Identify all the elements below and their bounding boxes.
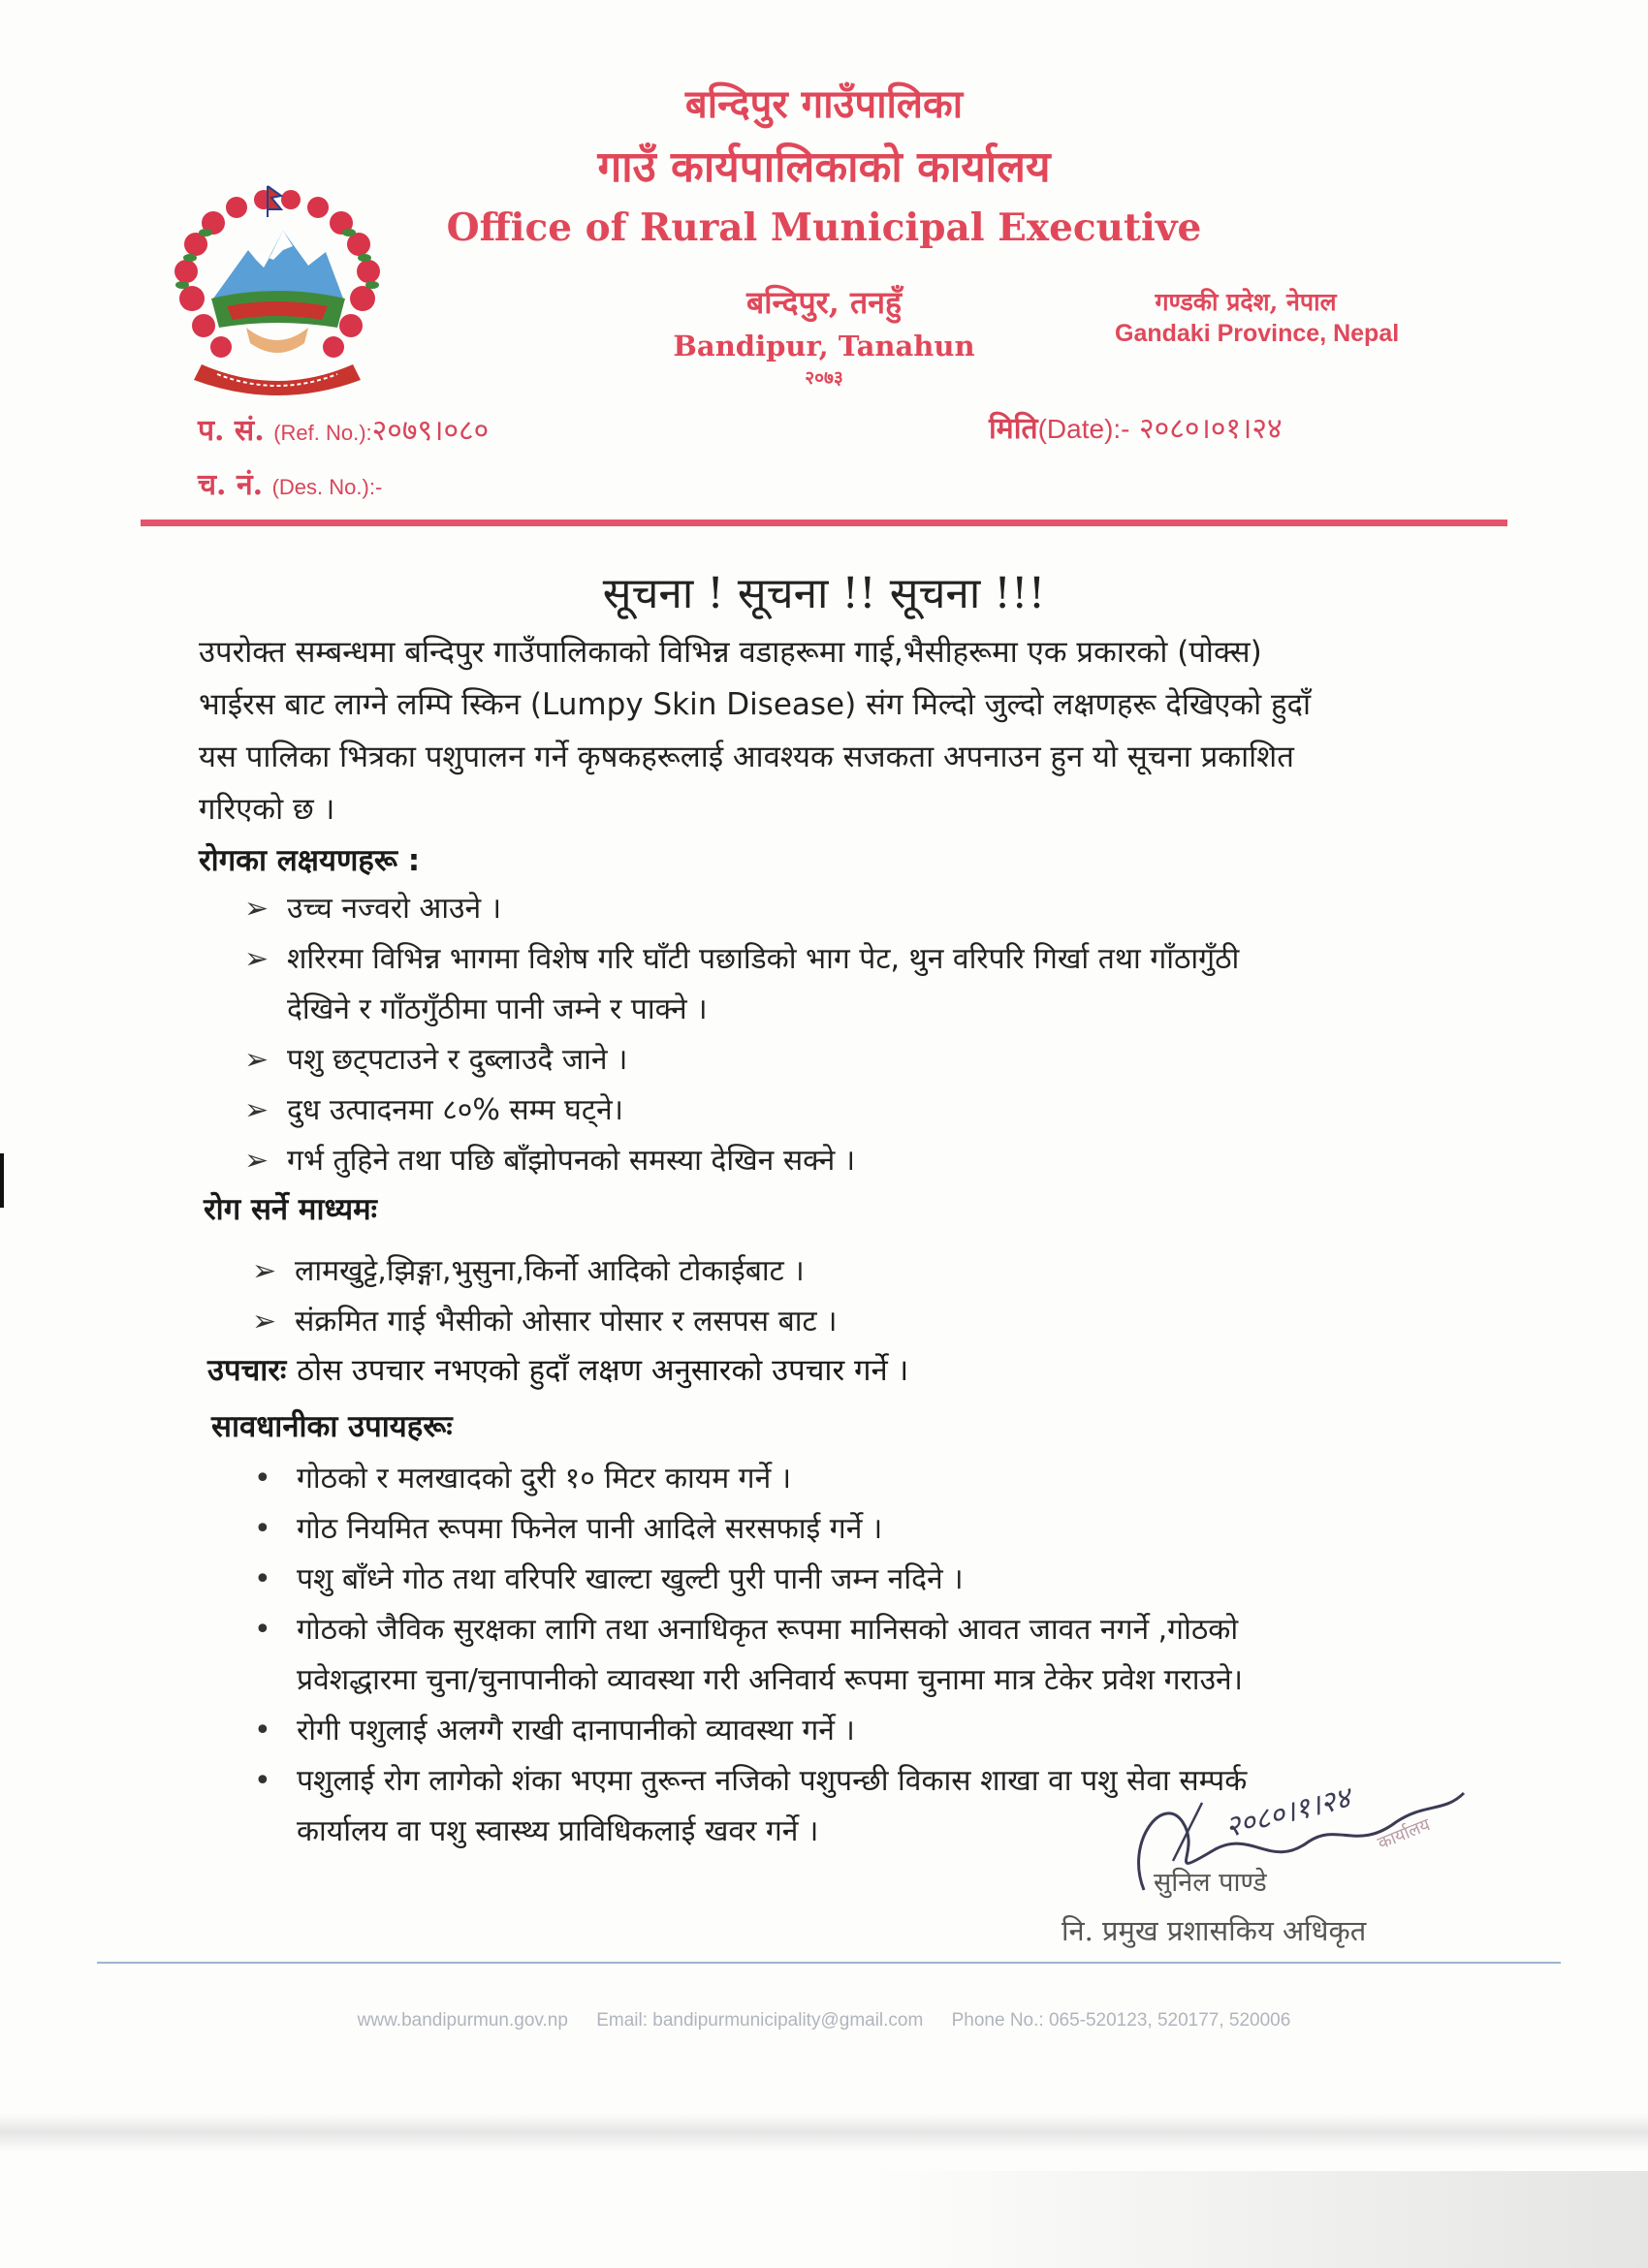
precaution-text: गोठको र मलखादको दुरी १० मिटर कायम गर्ने ।: [297, 1462, 792, 1496]
office-name-nepali: गाउँ कार्यपालिकाको कार्यालय: [597, 142, 1051, 192]
arrow-bullet-icon: ➢: [244, 942, 269, 976]
spread-text: लामखुट्टे,झिङ्गा,भुसुना,किर्नो आदिको टोकाईबाट ।: [295, 1254, 805, 1288]
precaution-text: पशुलाई रोग लागेको शंका भएमा तुरून्त नजिको पशुपन्छी विकास शाखा वा पशु सेवा सम्पर्क: [297, 1764, 1248, 1798]
symptom-text: उच्च नज्वरो आउने ।: [287, 892, 502, 926]
office-name-english: Office of Rural Municipal Executive: [446, 205, 1202, 250]
date-line: [989, 407, 1283, 447]
symptom-item: [244, 934, 1239, 985]
office-stamp: कार्यालय: [1375, 1814, 1434, 1854]
symptom-text: शरिरमा विभिन्न भागमा विशेष गरि घाँटी पछाडिको भाग पेट, थुन वरिपरि गिर्खा तथा गाँठागुँठी: [287, 942, 1240, 976]
ref-label-en: (Ref. No.):: [273, 421, 372, 445]
bullet-dot-icon: •: [254, 1714, 271, 1748]
precaution-item: [254, 1706, 855, 1756]
arrow-bullet-icon: ➢: [244, 1144, 269, 1178]
treatment-label: उपचारः: [207, 1353, 287, 1388]
date-label-en: (Date):-: [1037, 414, 1130, 444]
arrow-bullet-icon: ➢: [244, 1093, 269, 1127]
symptom-item: [244, 1035, 627, 1086]
province-english: Gandaki Province, Nepal: [1115, 320, 1400, 347]
intro-line: यस पालिका भित्रका पशुपालन गर्ने कृषकहरूलाई आवश्यक सजकता अपनाउन हुन यो सूचना प्रकाशित: [199, 740, 1294, 774]
date-value: २०८०।०१।२४: [1139, 412, 1283, 446]
place-nepali: बन्दिपुर, तनहुँ: [746, 284, 902, 321]
intro-paragraph: [199, 626, 1435, 835]
ref-value: २०७९।०८०: [371, 414, 490, 448]
footer-divider: [97, 1962, 1561, 1964]
date-label: मिति: [989, 412, 1038, 446]
signature-date: २०८०।१।२४: [1221, 1780, 1354, 1845]
footer-phone: Phone No.: 065-520123, 520177, 520006: [951, 2010, 1291, 2031]
place-english: Bandipur, Tanahun: [673, 330, 975, 362]
reference-number: [198, 409, 489, 449]
scan-shadow: [872, 2171, 1648, 2268]
precaution-text: गोठको जैविक सुरक्षका लागि तथा अनाधिकृत रूपमा मानिसको आवत जावत नगर्ने ,गोठको: [297, 1613, 1239, 1647]
des-label: च. नं.: [198, 468, 264, 502]
symptom-item: [244, 884, 501, 934]
arrow-bullet-icon: ➢: [244, 1043, 269, 1077]
notice-title: सूचना ! सूचना !! सूचना !!!: [602, 569, 1046, 618]
symptom-item: [244, 1086, 623, 1136]
precautions-heading: सावधानीका उपायहरूः: [211, 1409, 453, 1444]
ref-label: प. सं.: [198, 414, 265, 448]
header-divider: [141, 520, 1507, 526]
precaution-text: रोगी पशुलाई अलग्गै राखी दानापानीको व्यावस्था गर्ने ।: [297, 1714, 855, 1748]
municipality-name-nepali: बन्दिपुर गाउँपालिका: [684, 81, 964, 127]
intro-line: उपरोक्त सम्बन्धमा बन्दिपुर गाउँपालिकाको विभिन्न वडाहरूमा गाई,भैसीहरूमा एक प्रकारको (पोक्स): [199, 635, 1262, 670]
treatment-text: ठोस उपचार नभएको हुदाँ लक्षण अनुसारको उपचार गर्ने ।: [297, 1353, 909, 1388]
precaution-item: [254, 1605, 1238, 1655]
spread-item: [252, 1246, 805, 1297]
arrow-bullet-icon: ➢: [252, 1254, 277, 1288]
scan-artifact: [0, 2113, 1648, 2152]
precaution-item: [254, 1454, 791, 1504]
precaution-text: गोठ नियमित रूपमा फिनेल पानी आदिले सरसफाई गर्ने ।: [297, 1512, 883, 1546]
bullet-dot-icon: •: [254, 1764, 271, 1798]
spread-item: [252, 1297, 838, 1347]
bullet-dot-icon: •: [254, 1512, 271, 1546]
symptoms-heading: रोगका लक्षयणहरू :: [199, 843, 421, 878]
precaution-item: [254, 1756, 1247, 1807]
precaution-text: पशु बाँध्ने गोठ तथा वरिपरि खाल्टा खुल्टी पुरी पानी जम्न नदिने ।: [297, 1562, 964, 1596]
treatment-line: [207, 1349, 908, 1390]
arrow-bullet-icon: ➢: [252, 1305, 277, 1339]
bullet-dot-icon: •: [254, 1462, 271, 1496]
spread-text: संक्रमित गाई भैसीको ओसार पोसार र लसपस बाट ।: [295, 1305, 838, 1339]
footer-website: www.bandipurmun.gov.np: [357, 2010, 568, 2031]
intro-line: भाईरस बाट लाग्ने लम्पि स्किन (Lumpy Skin Disease) संग मिल्दो जुल्दो लक्षणहरू देखिएको हुदाँ: [199, 687, 1312, 722]
signatory-title: नि. प्रमुख प्रशासकिय अधिकृत: [1062, 1914, 1367, 1947]
bullet-dot-icon: •: [254, 1613, 271, 1647]
dispatch-number: [198, 463, 382, 503]
established-year: २०७३: [805, 367, 843, 389]
precaution-continuation: कार्यालय वा पशु स्वास्थ्य प्राविधिकलाई खवर गर्ने ।: [297, 1814, 819, 1848]
symptom-text: गर्भ तुहिने तथा पछि बाँझोपनको समस्या देखिन सक्ने ।: [287, 1144, 856, 1178]
arrow-bullet-icon: ➢: [244, 892, 269, 926]
footer-contact: [0, 2010, 1648, 2032]
precaution-item: [254, 1555, 964, 1605]
signatory-name: सुनिल पाण्डे: [1154, 1868, 1267, 1898]
precaution-continuation: प्रवेशद्धारमा चुना/चुनापानीको व्यावस्था गरी अनिवार्य रूपमा चुनामा मात्र टेकेर प्रवेश गराउने।: [297, 1663, 1244, 1697]
symptom-continuation: देखिने र गाँठगुँठीमा पानी जम्ने र पाक्ने ।: [287, 992, 708, 1026]
precaution-item: [254, 1504, 882, 1555]
intro-line: गरिएको छ ।: [199, 792, 335, 827]
symptom-text: पशु छट्पटाउने र दुब्लाउदै जाने ।: [287, 1043, 628, 1077]
symptom-text: दुध उत्पादनमा ८०% सम्म घट्ने।: [287, 1093, 624, 1127]
des-label-en: (Des. No.):-: [271, 475, 383, 499]
spread-heading: रोग सर्ने माध्यमः: [204, 1192, 377, 1227]
bullet-dot-icon: •: [254, 1562, 271, 1596]
scan-edge-mark: [0, 1153, 4, 1208]
symptom-item: [244, 1136, 855, 1186]
province-nepali: गण्डकी प्रदेश, नेपाल: [1155, 288, 1337, 316]
footer-email: Email: bandipurmunicipality@gmail.com: [596, 2010, 924, 2031]
